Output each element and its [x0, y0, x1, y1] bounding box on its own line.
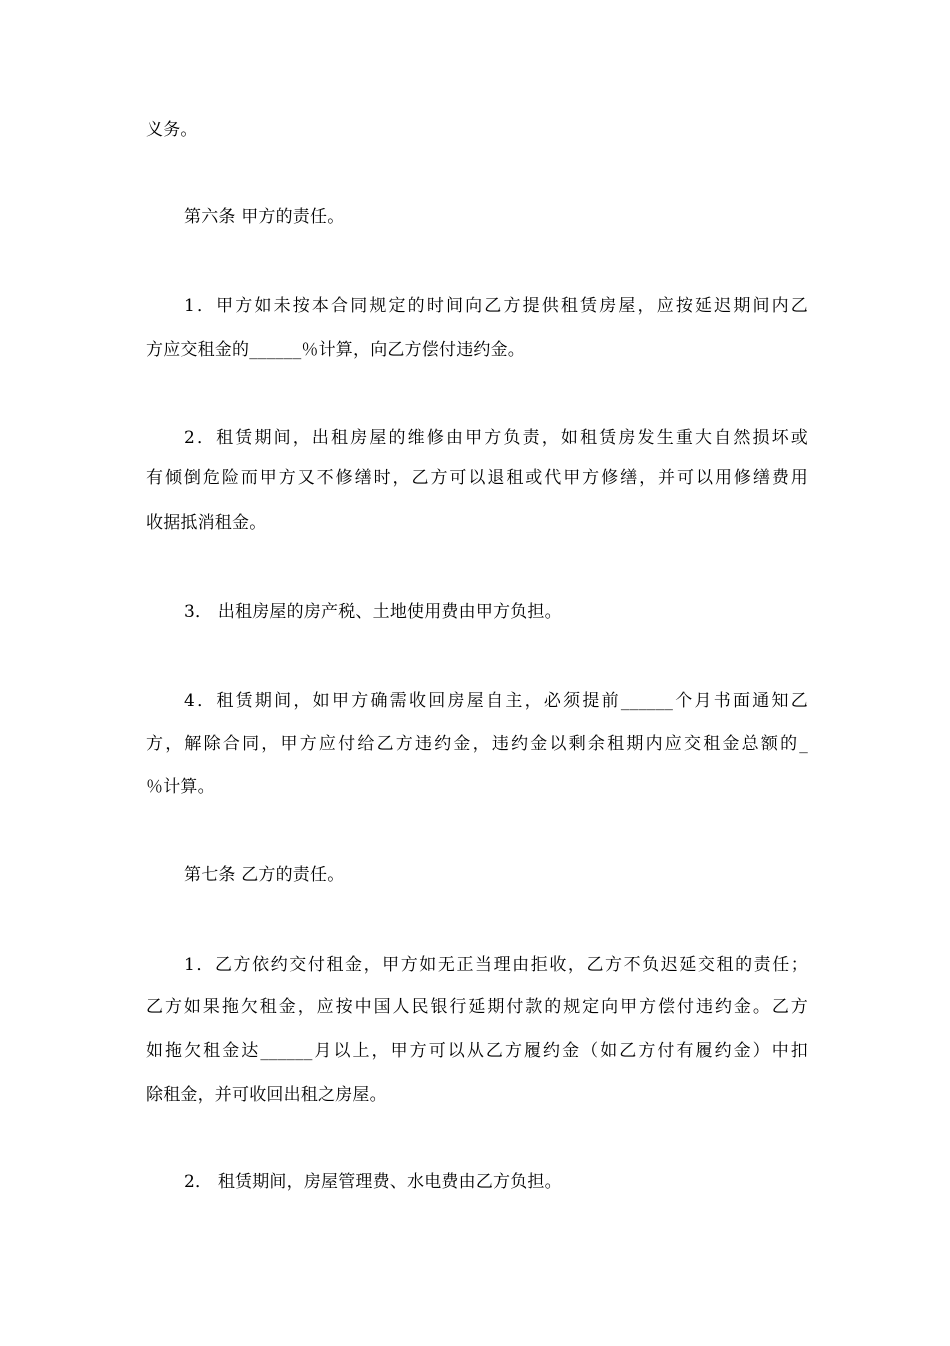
article-7-clause-1-line-2: 乙方如果拖欠租金，应按中国人民银行延期付款的规定向甲方偿付违约金。乙方	[146, 997, 808, 1017]
text-line-obligation-end: 义务。	[146, 120, 198, 140]
article-6-clause-1-line-2: 方应交租金的______％计算，向乙方偿付违约金。	[146, 340, 525, 360]
article-7-heading: 第七条 乙方的责任。	[184, 865, 345, 885]
article-6-clause-2-line-3: 收据抵消租金。	[146, 513, 267, 533]
article-6-clause-2-line-2: 有倾倒危险而甲方又不修缮时，乙方可以退租或代甲方修缮，并可以用修缮费用	[146, 468, 808, 488]
article-7-clause-2: 2． 租赁期间，房屋管理费、水电费由乙方负担。	[184, 1172, 562, 1192]
article-6-clause-1-line-1: 1．甲方如未按本合同规定的时间向乙方提供租赁房屋，应按延迟期间内乙	[184, 296, 808, 316]
article-7-clause-1-line-4: 除租金，并可收回出租之房屋。	[146, 1085, 387, 1105]
article-6-clause-4-line-2: 方，解除合同，甲方应付给乙方违约金，违约金以剩余租期内应交租金总额的_	[146, 734, 808, 754]
article-7-clause-1-line-1: 1．乙方依约交付租金，甲方如无正当理由拒收，乙方不负迟延交租的责任；	[184, 955, 808, 975]
article-6-clause-4-line-1: 4．租赁期间，如甲方确需收回房屋自主，必须提前______个月书面通知乙	[184, 691, 808, 711]
article-6-clause-2-line-1: 2．租赁期间，出租房屋的维修由甲方负责，如租赁房发生重大自然损坏或	[184, 428, 808, 448]
article-7-clause-1-line-3: 如拖欠租金达______月以上，甲方可以从乙方履约金（如乙方付有履约金）中扣	[146, 1041, 808, 1061]
article-6-heading: 第六条 甲方的责任。	[184, 207, 345, 227]
article-6-clause-4-line-3: ％计算。	[146, 777, 215, 797]
article-6-clause-3: 3． 出租房屋的房产税、土地使用费由甲方负担。	[184, 602, 562, 622]
